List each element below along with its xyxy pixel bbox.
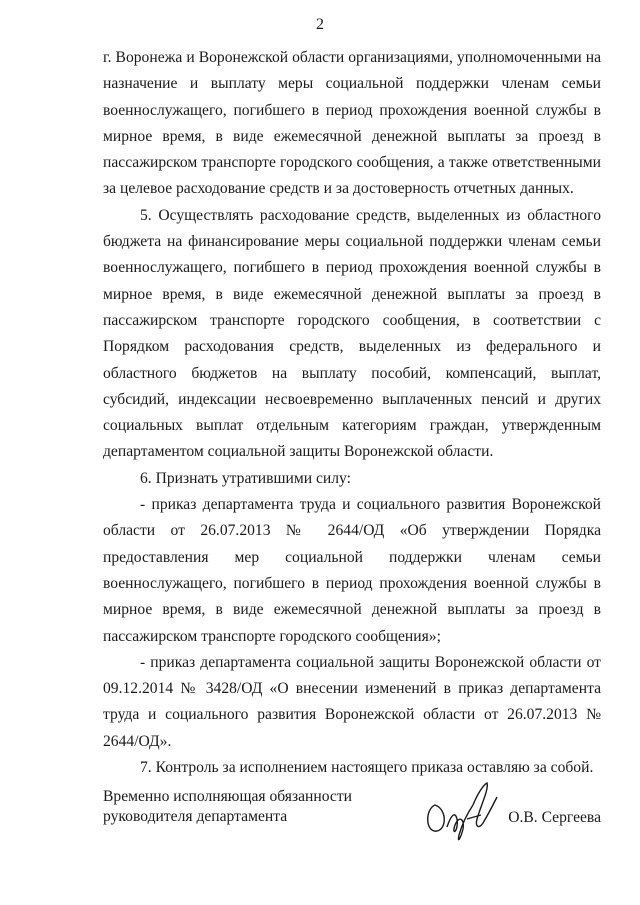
signer-position-line-2: руководителя департамента [103,808,288,825]
page-number: 2 [316,16,324,33]
paragraph-continuation: г. Воронежа и Воронежской области организациями, уполномоченными на назначение и выплату меры социальной поддержки членам семьи военнослужащего, погибшего в период прохождения военной службы в мирное время, в виде ежемесячной денежной выплаты за проезд в пассажирском транспорте городского сообщения, а также ответственными за целевое расходование средств и за достоверность отчетных данных. [103,49,601,198]
paragraph-revoked-order-1: - приказ департамента труда и социального развития Воронежской области от 26.07.2013 № 2644/ОД «Об утверждении Порядка предоставления мер социальной поддержки членам семьи военнослужащего, погибшего в период прохождения военной службы в мирное время, в виде ежемесячной денежной выплаты за проезд в пассажирском транспорте городского сообщения»; [103,496,601,645]
signer-name: О.В. Сергеева [508,809,601,826]
paragraph-item-5: 5. Осуществлять расходование средств, выделенных из областного бюджета на финансирование меры социальной поддержки членам семьи военнослужащего, погибшего в период прохождения военной службы в мирное время, в виде ежемесячной денежной выплаты за проезд в пассажирском транспорте городского сообщения, в соответствии с Порядком расходования средств, выделенных из федерального и областного бюджетов на выплату пособий, компенсаций, выплат, субсидий, индексации несвоевременно выплаченных пенсий и других социальных выплат отдельным категориям граждан, утвержденным департаментом социальной защиты Воронежской области. [103,206,601,461]
paragraph-item-6: 6. Признать утратившими силу: [140,469,351,487]
paragraph-item-7: 7. Контроль за исполнением настоящего приказа оставляю за собой. [140,759,594,777]
signer-position-line-1: Временно исполняющая обязанности [103,788,352,805]
signer-position [103,787,403,827]
document-body [103,45,601,781]
signature-block [103,787,603,847]
handwritten-signature [421,775,511,850]
paragraph-revoked-order-2: - приказ департамента социальной защиты Воронежской области от 09.12.2014 № 3428/ОД «О внесении изменений в приказ департамента труда и социального развития Воронежской области от 26.07.2013 № 2644/ОД». [103,653,601,750]
